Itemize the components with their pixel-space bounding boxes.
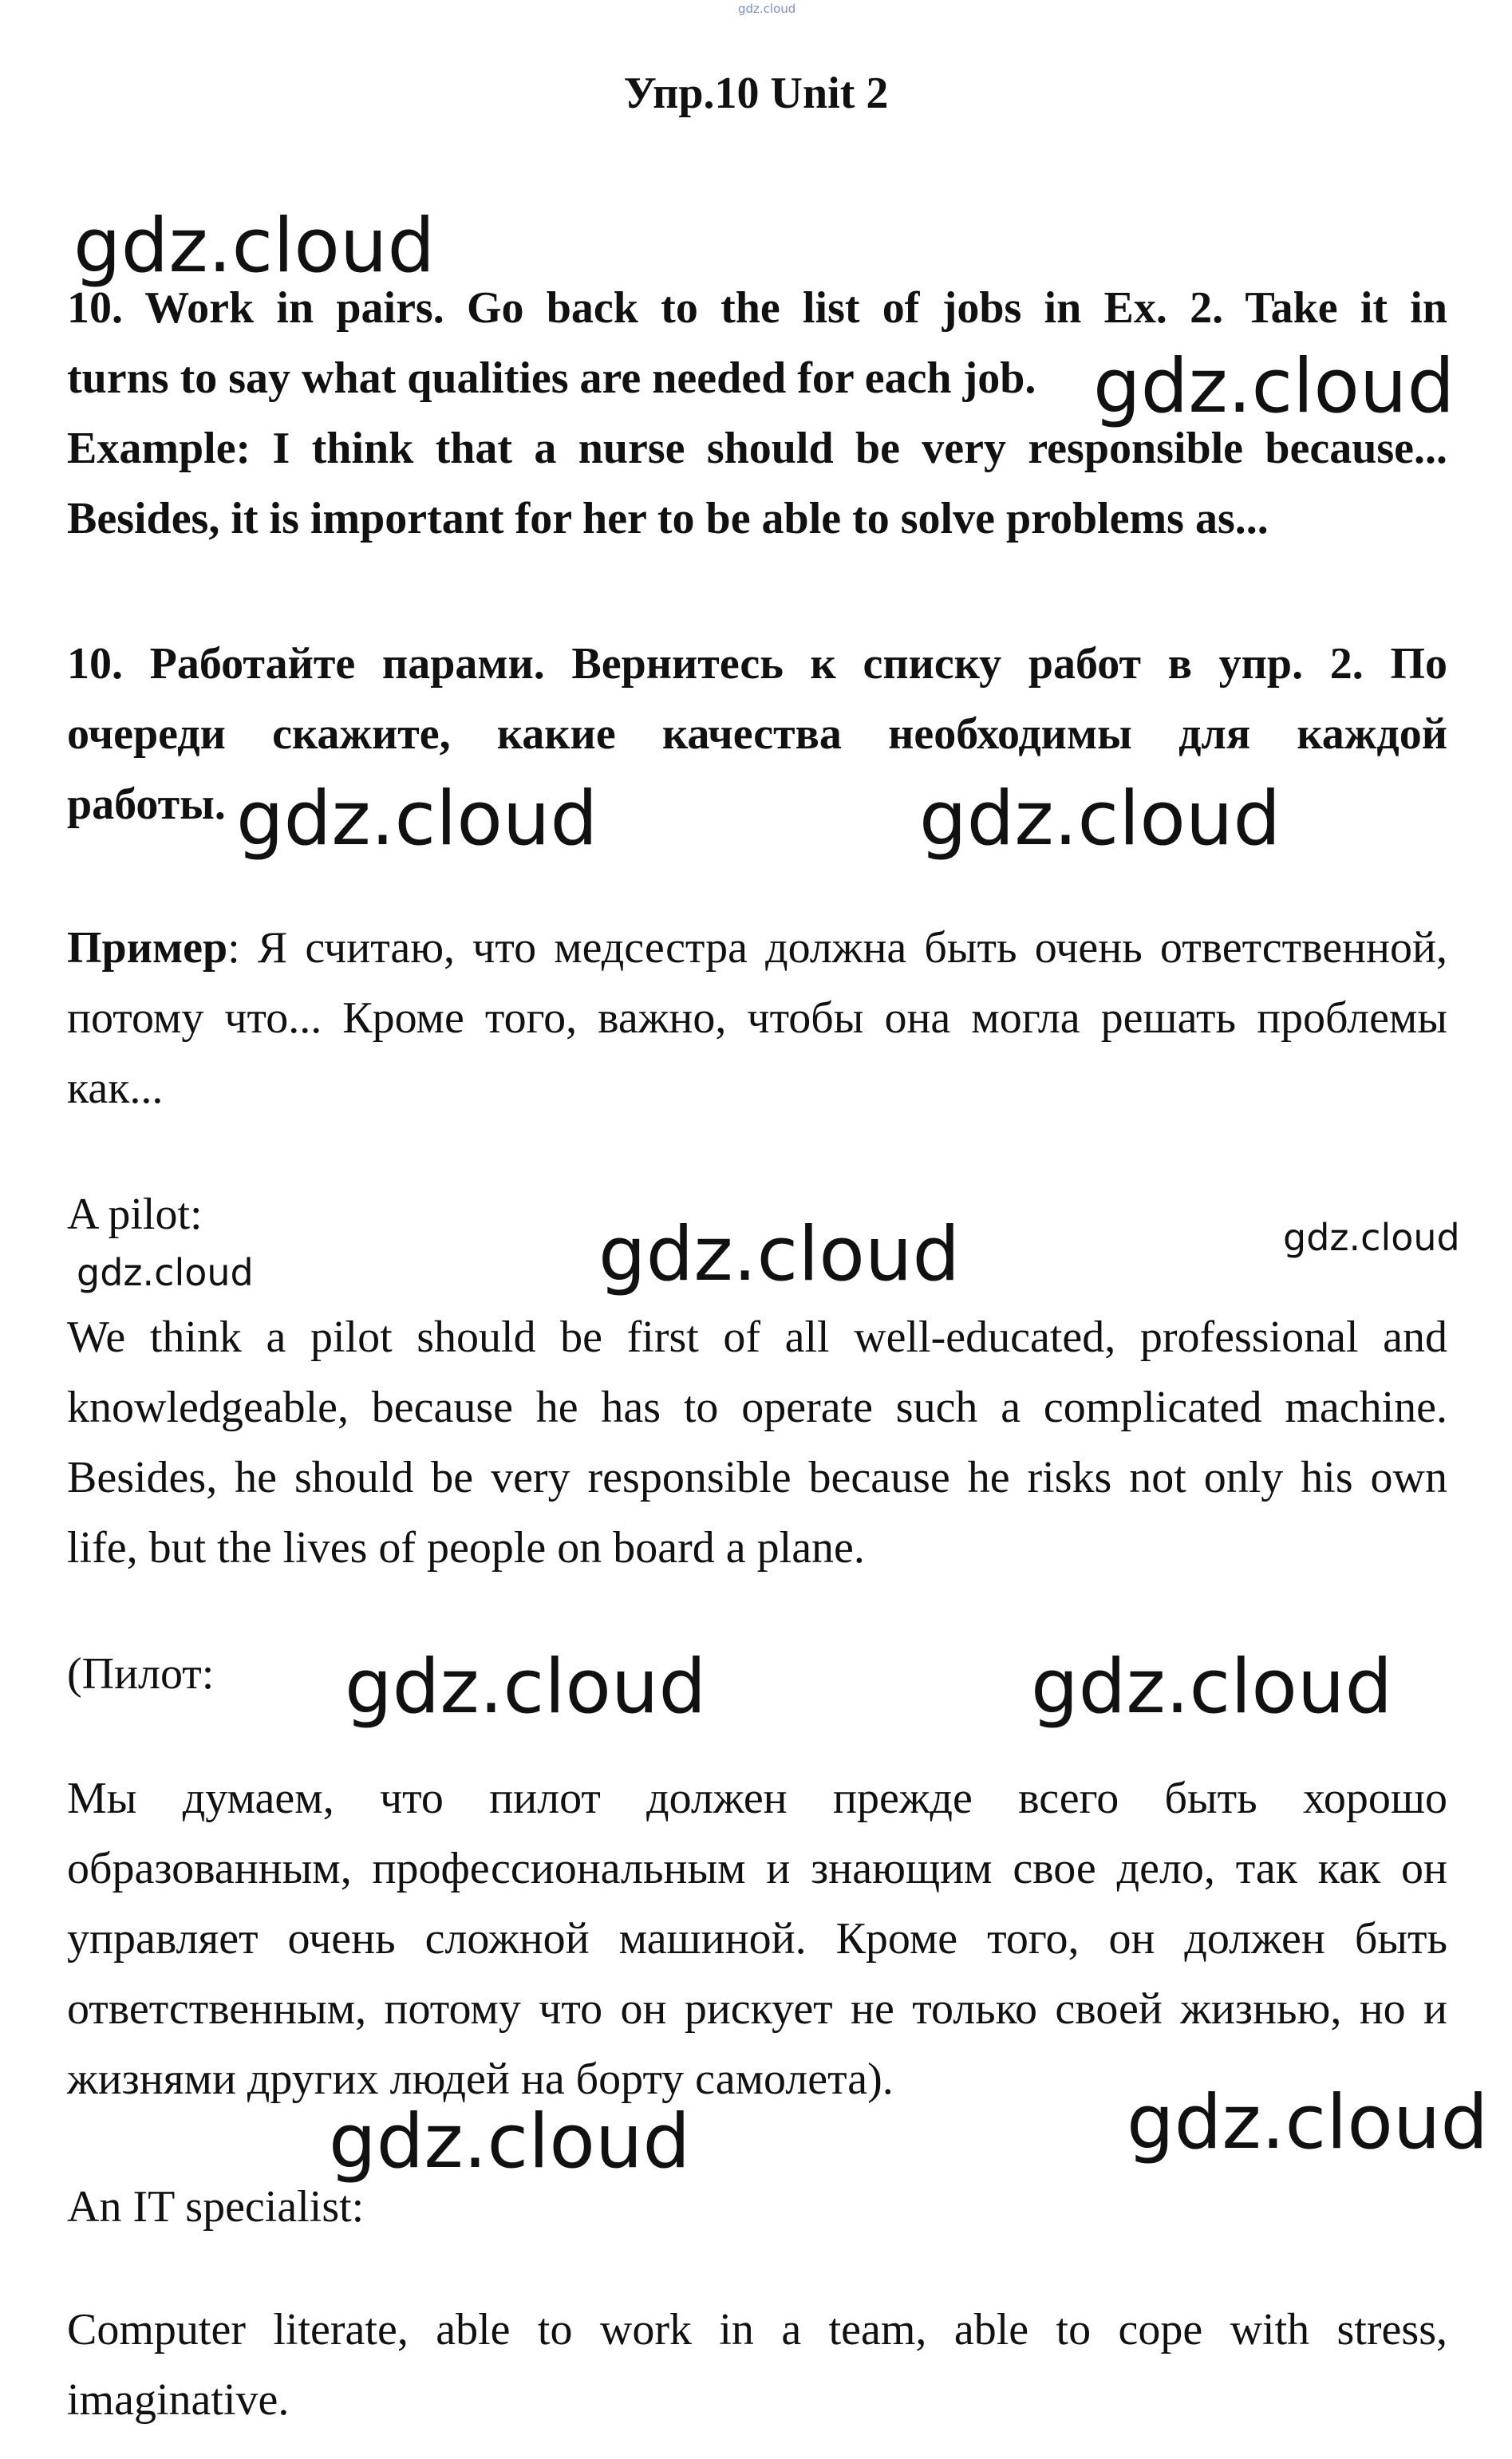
task-english-line: 10. Work in pairs. Go back to the list of jobs in Ex. 2. Take it in: [67, 283, 1447, 333]
task-russian: [67, 629, 1447, 839]
watermark: gdz.cloud: [919, 776, 1281, 862]
watermark: gdz.cloud: [1093, 343, 1455, 430]
task-russian-line: очереди скажите, какие качества необходимы для каждой: [67, 709, 1447, 759]
example-text: : Я считаю, что медсестра должна быть очень ответственной, потому что... Кроме того, важно, чтобы она могла решать проблемы как...: [67, 923, 1447, 1113]
pilot-heading: A pilot:: [67, 1190, 203, 1239]
example-label: Пример: [67, 923, 228, 973]
it-specialist-answer: Computer literate, able to work in a team, able to cope with stress, imaginative.: [67, 2305, 1447, 2425]
example-russian: [67, 913, 1447, 1123]
it-specialist-heading: An IT specialist:: [67, 2182, 365, 2232]
watermark: gdz.cloud: [345, 1644, 707, 1731]
watermark: gdz.cloud: [1031, 1644, 1393, 1731]
page-title: Упр.10 Unit 2: [623, 69, 889, 118]
task-russian-line: 10. Работайте парами. Вернитесь к списку работ в упр. 2. По: [67, 639, 1447, 689]
watermark: gdz.cloud: [1127, 2079, 1489, 2166]
task-english: [67, 273, 1447, 554]
watermark: gdz.cloud: [236, 776, 598, 862]
task-english-line: turns to say what qualities are needed for each job.: [67, 353, 1036, 403]
task-english-line: Besides, it is important for her to be able to solve problems as...: [67, 494, 1269, 543]
watermark: gdz.cloud: [329, 2098, 691, 2185]
watermark: gdz.cloud: [77, 1251, 254, 1294]
watermark: gdz.cloud: [598, 1211, 961, 1298]
watermark-top: gdz.cloud: [738, 2, 796, 16]
pilot-ru-heading: (Пилот:: [67, 1649, 215, 1699]
task-english-line: Example: I think that a nurse should be very responsible because...: [67, 424, 1447, 473]
pilot-answer: We think a pilot should be first of all well-educated, professional and knowledgeable, because he has to operate such a complicated machine. Besides, he should be very responsible because he risks not only his own life, but the lives of people on board a plane.: [67, 1312, 1447, 1573]
task-russian-line: работы.: [67, 780, 226, 829]
watermark: gdz.cloud: [1283, 1216, 1460, 1259]
pilot-ru-answer: Мы думаем, что пилот должен прежде всего быть хорошо образованным, профессиональным и знающим свое дело, так как он управляет очень сложной машиной. Кроме того, он должен быть ответственным, потому что он рискует не только своей жизнью, но и жизнями других людей на борту самолета).: [67, 1774, 1447, 2104]
watermark: gdz.cloud: [73, 203, 436, 290]
